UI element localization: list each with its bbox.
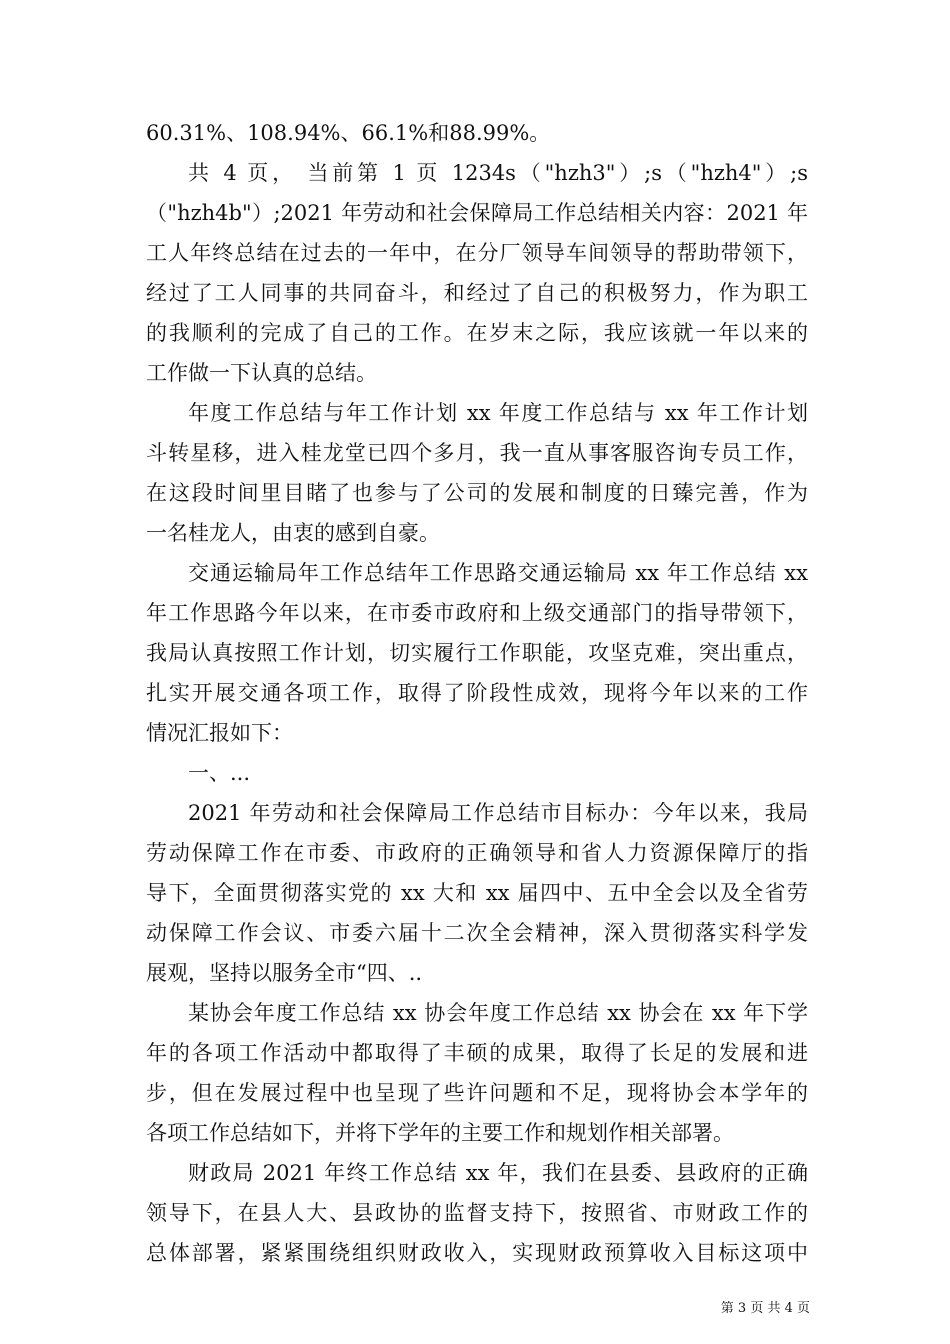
text-line: 一名桂龙人，由衷的感到自豪。 bbox=[146, 521, 440, 545]
text-line: 年度工作总结与年工作计划 xx 年度工作总结与 xx 年工作计划 bbox=[188, 401, 808, 425]
text-line: 经过了工人同事的共同奋斗，和经过了自己的积极努力，作为职工 bbox=[146, 281, 808, 305]
text-line: 各项工作总结如下，并将下学年的主要工作和规划作相关部署。 bbox=[146, 1121, 734, 1145]
text-line: 一、... bbox=[188, 761, 251, 785]
text-line: 年工作思路今年以来，在市委市政府和上级交通部门的指导带领下， bbox=[146, 601, 808, 625]
text-line: 总体部署，紧紧围绕组织财政收入，实现财政预算收入目标这项中 bbox=[146, 1241, 808, 1265]
text-line: 交通运输局年工作总结年工作思路交通运输局 xx 年工作总结 xx bbox=[188, 561, 808, 585]
text-line: 导下，全面贯彻落实党的 xx 大和 xx 届四中、五中全会以及全省劳 bbox=[146, 881, 808, 905]
text-line: 财政局 2021 年终工作总结 xx 年，我们在县委、县政府的正确 bbox=[188, 1161, 808, 1185]
text-line: 2021 年劳动和社会保障局工作总结市目标办：今年以来，我局 bbox=[188, 801, 808, 825]
text-line: （"hzh4b"）;2021 年劳动和社会保障局工作总结相关内容：2021 年 bbox=[146, 201, 808, 225]
text-line: 工人年终总结在过去的一年中，在分厂领导车间领导的帮助带领下， bbox=[146, 241, 808, 265]
text-line: 步，但在发展过程中也呈现了些许问题和不足，现将协会本学年的 bbox=[146, 1081, 808, 1105]
text-line: 我局认真按照工作计划，切实履行工作职能，攻坚克难，突出重点， bbox=[146, 641, 808, 665]
text-line: 年的各项工作活动中都取得了丰硕的成果，取得了长足的发展和进 bbox=[146, 1041, 808, 1065]
text-line: 工作做一下认真的总结。 bbox=[146, 361, 377, 385]
text-line: 劳动保障工作在市委、市政府的正确领导和省人力资源保障厅的指 bbox=[146, 841, 808, 865]
text-line: 领导下，在县人大、县政协的监督支持下，按照省、市财政工作的 bbox=[146, 1201, 808, 1225]
text-line: 60.31%、108.94%、66.1%和88.99%。 bbox=[146, 121, 551, 145]
text-line: 动保障工作会议、市委六届十二次全会精神，深入贯彻落实科学发 bbox=[146, 921, 808, 945]
page-number-footer: 第 3 页 共 4 页 bbox=[720, 1301, 810, 1316]
text-line: 斗转星移，进入桂龙堂已四个多月，我一直从事客服咨询专员工作， bbox=[146, 441, 808, 465]
text-line: 某协会年度工作总结 xx 协会年度工作总结 xx 协会在 xx 年下学 bbox=[188, 1001, 808, 1025]
text-line: 扎实开展交通各项工作，取得了阶段性成效，现将今年以来的工作 bbox=[146, 681, 808, 705]
text-line: 展观，坚持以服务全市“四、.. bbox=[146, 961, 423, 985]
text-line: 在这段时间里目睹了也参与了公司的发展和制度的日臻完善，作为 bbox=[146, 481, 808, 505]
text-line: 情况汇报如下： bbox=[146, 721, 293, 745]
text-line: 共 4 页， 当前第 1 页 1234s（"hzh3"）;s（"hzh4"）;s bbox=[188, 161, 808, 185]
text-line: 的我顺利的完成了自己的工作。在岁末之际，我应该就一年以来的 bbox=[146, 321, 808, 345]
